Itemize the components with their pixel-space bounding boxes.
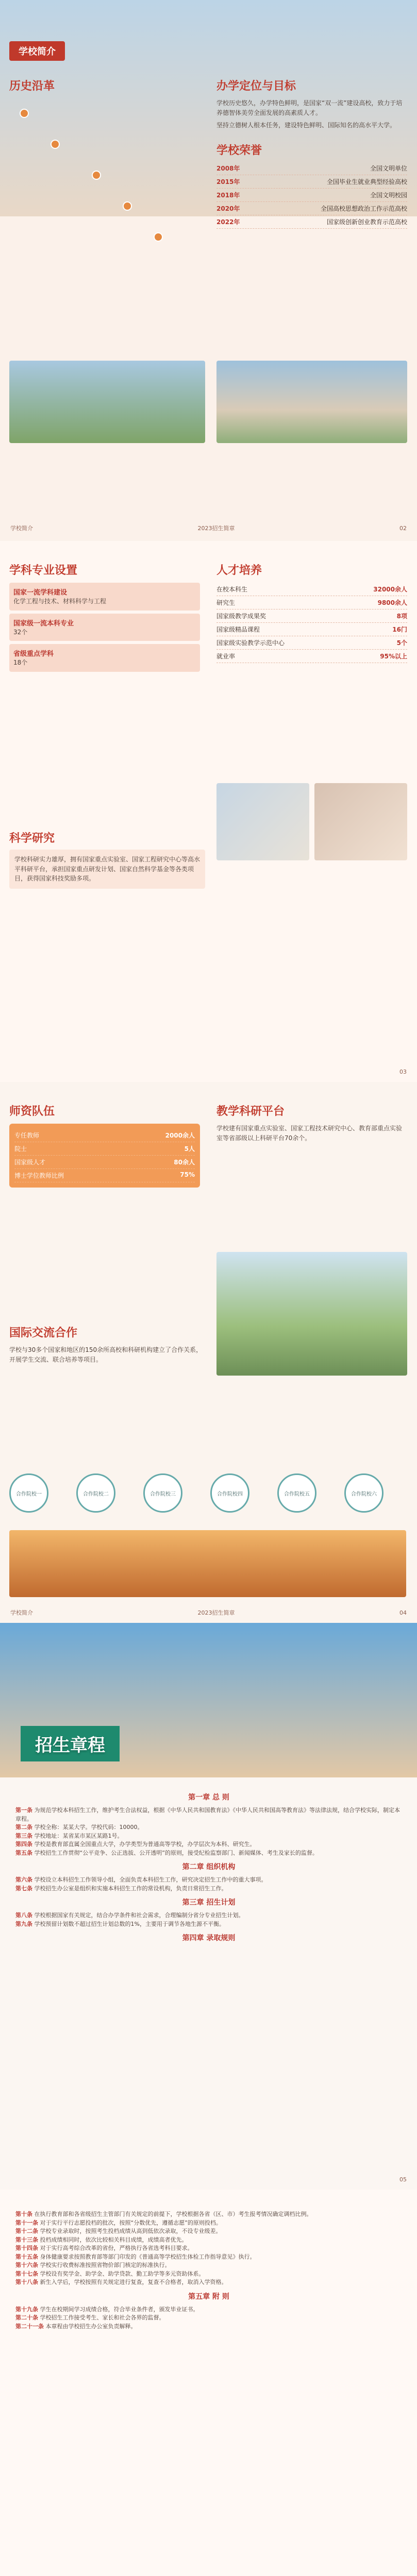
page-footer: 03 — [399, 1068, 407, 1075]
research-text: 学校科研实力雄厚，拥有国家重点实验室、国家工程研究中心等高水平科研平台，承担国家重点研发计划、国家自然科学基金等各类项目，获得国家科技奖励多项。 — [9, 850, 205, 889]
page-admission-rules — [0, 1623, 417, 2190]
timeline-dot — [20, 109, 29, 118]
honor-row: 2022年 国家级创新创业教育示范高校 — [216, 215, 407, 229]
stat-row: 博士学位教师比例 75% — [14, 1169, 195, 1182]
honor-row: 2020年 全国高校思想政治工作示范高校 — [216, 202, 407, 215]
research-title: 科学研究 — [9, 832, 55, 845]
header-tag: 学校简介 — [9, 41, 65, 61]
stat-row: 国家级教学成果奖 8项 — [216, 609, 407, 623]
stat-row: 专任教师 2000余人 — [14, 1129, 195, 1142]
page-footer: 05 — [399, 2176, 407, 2183]
lab-photo — [216, 783, 309, 860]
campus-garden-photo — [9, 361, 205, 443]
platform-title: 教学科研平台 — [216, 1105, 285, 1118]
campus-building-photo — [216, 361, 407, 443]
partner-logos — [9, 1473, 411, 1520]
admission-title: 招生章程 — [35, 1735, 105, 1756]
disciplines-title: 学科专业设置 — [9, 564, 78, 577]
chapter-title: 第三章 招生计划 — [182, 1899, 236, 1907]
timeline-dot — [154, 232, 163, 242]
partner-logo: 合作院校六 — [344, 1473, 383, 1513]
page-disciplines — [0, 541, 417, 1082]
article: 第十八条 新生入学后，学校按照有关规定进行复查，复查不合格者，取消入学资格。 — [15, 2279, 227, 2285]
article: 第七条 学校招生办公室是组织和实施本科招生工作的常设机构，负责日常招生工作。 — [15, 1885, 227, 1892]
chapter-title: 第五章 附 则 — [188, 2292, 229, 2301]
article: 第十六条 学校实行收费标准按照省物价部门核定的标准执行。 — [15, 2262, 171, 2268]
partner-logo: 合作院校一 — [9, 1473, 48, 1513]
chapter-title: 第一章 总 则 — [188, 1793, 229, 1802]
goal-text: 坚持立德树人根本任务，建设特色鲜明、国际知名的高水平大学。 — [216, 122, 396, 129]
history-timeline — [9, 98, 195, 294]
chapter-title: 第二章 组织机构 — [182, 1863, 236, 1871]
article: 第九条 学校预留计划数不超过招生计划总数的1%，主要用于调节各地生源不平衡。 — [15, 1920, 225, 1927]
timeline-dot — [123, 201, 132, 211]
article: 第十七条 学校设有奖学金、助学金、助学贷款、勤工助学等多元资助体系。 — [15, 2270, 205, 2277]
article: 第十一条 对于实行平行志愿投档的批次，按照“分数优先，遵循志愿”的原则投档。 — [15, 2219, 222, 2226]
article: 第二十条 学校招生工作接受考生、家长和社会各界的监督。 — [15, 2314, 165, 2321]
history-title: 历史沿革 — [9, 80, 55, 93]
page-admission-rules-cont — [0, 2190, 417, 2576]
article: 第五条 学校招生工作贯彻“公平竞争、公正选拔、公开透明”的原则，接受纪检监察部门、新闻媒体、考生及家长的监督。 — [15, 1849, 318, 1856]
faculty-title: 师资队伍 — [9, 1105, 55, 1118]
article: 第一条 为规范学校本科招生工作，维护考生合法权益，根据《中华人民共和国教育法》《中华人民共和国高等教育法》等法律法规，结合学校实际，制定本章程。 — [15, 1807, 400, 1822]
section-tag — [9, 41, 65, 61]
honor-title: 学校荣誉 — [216, 144, 262, 157]
article: 第二条 学校全称：某某大学。学校代码：10000。 — [15, 1824, 143, 1831]
intro-text: 学校历史悠久，办学特色鲜明，是国家“双一流”建设高校，致力于培养德智体美劳全面发展的高素质人才。 — [216, 99, 403, 116]
article: 第六条 学校设立本科招生工作领导小组，全面负责本科招生工作，研究决定招生工作中的重大事项。 — [15, 1876, 267, 1883]
article-list — [15, 2210, 402, 2331]
stat-row: 国家级人才 80余人 — [14, 1156, 195, 1169]
partner-logo: 合作院校五 — [277, 1473, 316, 1513]
stat-row: 国家级精品课程 16门 — [216, 623, 407, 636]
talent-stats — [216, 583, 407, 663]
partner-logo: 合作院校三 — [143, 1473, 182, 1513]
intl-text: 学校与30多个国家和地区的150余所高校和科研机构建立了合作关系，开展学生交流、联合培养等项目。 — [9, 1346, 203, 1363]
timeline-dot — [51, 140, 60, 149]
students-photo — [314, 783, 407, 860]
stat-row: 院士 5人 — [14, 1142, 195, 1156]
autumn-photo — [9, 1530, 406, 1597]
intl-title: 国际交流合作 — [9, 1327, 78, 1340]
article: 第三条 学校地址：某省某市某区某路1号。 — [15, 1832, 123, 1839]
stat-row: 就业率 95%以上 — [216, 650, 407, 663]
article: 第十二条 学校专业录取时，按照考生投档成绩从高到低依次录取，不设专业级差。 — [15, 2228, 222, 2234]
goal-title: 办学定位与目标 — [216, 80, 296, 93]
discipline-box: 国家一流学科建设 化学工程与技术、材料科学与工程 — [9, 583, 200, 611]
discipline-box-list — [9, 583, 200, 672]
article: 第四条 学校是教育部直属全国重点大学，办学类型为普通高等学校，办学层次为本科、研究生。 — [15, 1841, 256, 1848]
article: 第二十一条 本章程由学校招生办公室负责解释。 — [15, 2323, 137, 2330]
chapter-header — [21, 1726, 120, 1761]
article: 第十三条 投档成绩相同时，依次比较相关科目成绩，成绩高者优先。 — [15, 2236, 188, 2243]
article: 第十九条 学生在校期间学习成绩合格，符合毕业条件者，颁发毕业证书。 — [15, 2306, 199, 2313]
faculty-stats — [9, 1124, 200, 1188]
scenery-photo — [216, 1252, 407, 1376]
discipline-box: 省级重点学科 18个 — [9, 644, 200, 672]
discipline-box: 国家级一流本科专业 32个 — [9, 614, 200, 641]
chapter-title: 第四章 录取规则 — [182, 1934, 236, 1942]
honor-list — [216, 162, 407, 229]
platform-text: 学校建有国家重点实验室、国家工程技术研究中心、教育部重点实验室等省部级以上科研平台70余个。 — [216, 1125, 403, 1142]
page-school-intro — [0, 0, 417, 541]
stat-row: 国家级实验教学示范中心 5个 — [216, 636, 407, 650]
stat-row: 在校本科生 32000余人 — [216, 583, 407, 596]
honor-row: 2018年 全国文明校园 — [216, 189, 407, 202]
article: 第十五条 身体健康要求按照教育部等部门印发的《普通高等学校招生体检工作指导意见》执行。 — [15, 2253, 256, 2260]
honor-row: 2008年 全国文明单位 — [216, 162, 407, 175]
page-footer: 学校简介 2023招生简章 02 — [10, 524, 407, 532]
article-list — [15, 1788, 402, 1947]
talent-title: 人才培养 — [216, 564, 262, 577]
page-footer: 学校简介 2023招生简章 04 — [10, 1609, 407, 1616]
honor-row: 2015年 全国毕业生就业典型经验高校 — [216, 175, 407, 189]
article: 第十四条 对于实行高考综合改革的省份，严格执行各省选考科目要求。 — [15, 2245, 193, 2251]
article: 第十条 在执行教育部和各省级招生主管部门有关规定的前提下，学校根据各省（区、市）考生报考情况确定调档比例。 — [15, 2211, 312, 2217]
stat-row: 研究生 9800余人 — [216, 596, 407, 609]
partner-logo: 合作院校四 — [210, 1473, 249, 1513]
page-faculty — [0, 1082, 417, 1623]
article: 第八条 学校根据国家有关规定，结合办学条件和社会需求，合理编制分省分专业招生计划。 — [15, 1912, 244, 1919]
timeline-dot — [92, 171, 101, 180]
partner-logo: 合作院校二 — [76, 1473, 115, 1513]
